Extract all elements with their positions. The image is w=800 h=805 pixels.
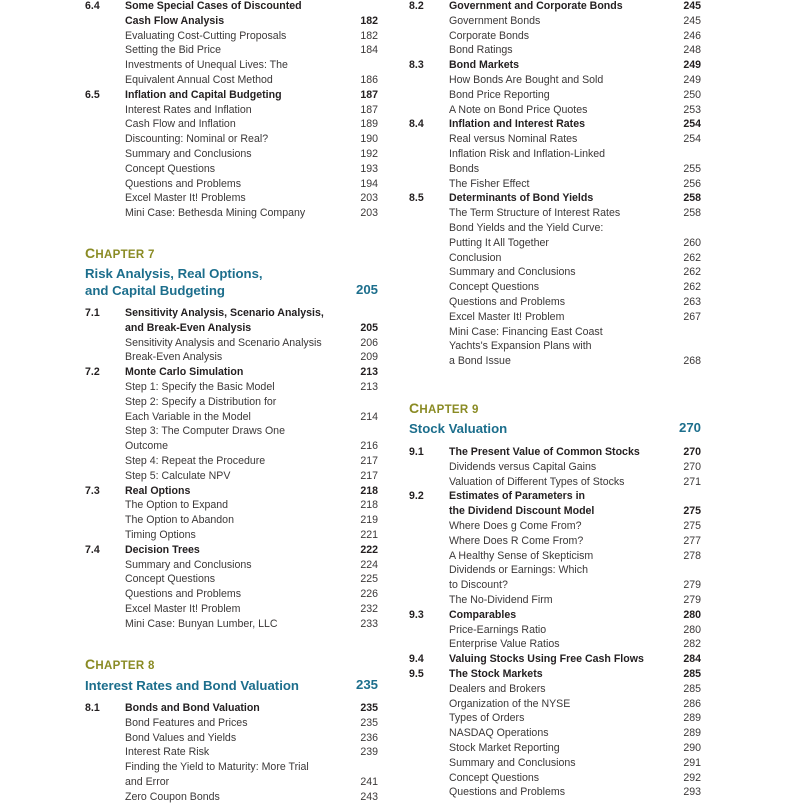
chapter-9-label: CHAPTER 9 (409, 400, 479, 416)
toc-subentry (409, 593, 701, 608)
toc-subentry (85, 454, 378, 469)
toc-page-number: 209 (360, 351, 378, 364)
toc-subentry (85, 716, 378, 731)
toc-page-number: 233 (360, 617, 378, 630)
toc-section-entry (409, 504, 701, 519)
toc-section-entry (409, 445, 701, 460)
toc-section-entry (85, 365, 378, 380)
toc-page-number: 187 (360, 88, 378, 101)
toc-entry-title: Price-Earnings Ratio (449, 623, 547, 636)
toc-entry-title: Where Does R Come From? (449, 534, 584, 547)
toc-subentry (85, 410, 378, 425)
toc-subentry (85, 439, 378, 454)
toc-page-number: 289 (683, 727, 701, 740)
toc-entry-title: Questions and Problems (125, 177, 242, 190)
toc-entry-title: Valuation of Different Types of Stocks (449, 475, 625, 488)
toc-subentry (85, 558, 378, 573)
chapter-8-label: CHAPTER 8 (85, 656, 155, 672)
toc-section-number: 9.5 (409, 667, 424, 680)
chapter-8-title: Interest Rates and Bond Valuation (85, 678, 299, 693)
toc-subentry (85, 147, 378, 162)
toc-entry-title: Estimates of Parameters in (449, 490, 586, 503)
toc-group-ch9 (409, 445, 701, 800)
toc-subentry (85, 528, 378, 543)
toc-entry-title: and Error (125, 775, 170, 788)
toc-subentry (409, 310, 701, 325)
toc-subentry (409, 578, 701, 593)
toc-page-number: 184 (360, 44, 378, 57)
toc-entry-title: Outcome (125, 440, 168, 453)
toc-entry-title: Cash Flow and Inflation (125, 118, 236, 131)
toc-page-number: 194 (360, 177, 378, 190)
toc-section-number: 9.4 (409, 653, 424, 666)
toc-page-number: 262 (683, 266, 701, 279)
toc-page-number: 245 (683, 0, 701, 12)
toc-entry-title: Summary and Conclusions (449, 756, 576, 769)
toc-group-ch8 (85, 701, 378, 805)
toc-page-number: 245 (683, 14, 701, 27)
toc-entry-title: Types of Orders (449, 712, 525, 725)
toc-subentry (85, 395, 378, 410)
toc-entry-title: Zero Coupon Bonds (125, 790, 220, 803)
toc-entry-title: Inflation and Capital Budgeting (125, 88, 282, 101)
toc-page-number: 271 (683, 475, 701, 488)
toc-subentry (409, 132, 701, 147)
toc-page-number: 222 (360, 543, 378, 556)
toc-page-number: 235 (360, 716, 378, 729)
toc-section-number: 8.5 (409, 192, 424, 205)
toc-page-number: 280 (683, 608, 701, 621)
toc-subentry (85, 602, 378, 617)
toc-section-number: 9.1 (409, 446, 424, 458)
toc-subentry (409, 785, 701, 800)
toc-subentry (409, 236, 701, 251)
toc-entry-title: Bond Yields and the Yield Curve: (449, 221, 604, 234)
toc-subentry (85, 350, 378, 365)
toc-entry-title: The Term Structure of Interest Rates (449, 207, 621, 220)
toc-page-number: 192 (360, 147, 378, 160)
chapter-7-label: CHAPTER 7 (85, 245, 155, 261)
toc-section-number: 9.2 (409, 490, 424, 503)
toc-entry-title: Interest Rates and Inflation (125, 103, 252, 116)
toc-entry-title: Step 3: The Computer Draws One (125, 425, 285, 438)
toc-entry-title: to Discount? (449, 579, 508, 592)
toc-page-number: 218 (360, 499, 378, 512)
toc-section-number: 6.5 (85, 88, 100, 101)
toc-entry-title: Cash Flow Analysis (125, 14, 225, 27)
toc-section-entry (409, 608, 701, 623)
toc-entry-title: NASDAQ Operations (449, 727, 549, 740)
toc-page-number: 186 (360, 73, 378, 86)
toc-entry-title: Monte Carlo Simulation (125, 366, 244, 379)
toc-page-number: 249 (683, 73, 701, 86)
toc-entry-title: The Option to Abandon (125, 514, 234, 527)
toc-group-ch7 (85, 306, 378, 632)
toc-subentry (85, 58, 378, 73)
toc-subentry (85, 43, 378, 58)
toc-subentry (409, 475, 701, 490)
toc-subentry (409, 221, 701, 236)
toc-page-number: 291 (683, 756, 701, 769)
toc-section-entry (85, 88, 378, 103)
toc-entry-title: Mini Case: Bunyan Lumber, LLC (125, 617, 278, 630)
toc-section-entry (85, 0, 378, 14)
toc-page-number: 250 (683, 88, 701, 101)
toc-subentry (409, 162, 701, 177)
toc-entry-title: Bond Ratings (449, 44, 513, 57)
toc-entry-title: Concept Questions (125, 162, 216, 175)
toc-page-number: 256 (683, 177, 701, 190)
toc-subentry (85, 103, 378, 118)
toc-page-number: 279 (683, 579, 701, 592)
toc-entry-title: a Bond Issue (449, 355, 511, 368)
toc-entry-title: Some Special Cases of Discounted (125, 0, 302, 12)
toc-subentry (85, 587, 378, 602)
toc-subentry (409, 682, 701, 697)
toc-entry-title: Evaluating Cost-Cutting Proposals (125, 29, 287, 42)
toc-section-entry (409, 0, 701, 14)
toc-page-number: 226 (360, 588, 378, 601)
toc-entry-title: Excel Master It! Problem (125, 602, 241, 615)
toc-page-number: 275 (683, 519, 701, 532)
toc-page-number: 270 (683, 446, 701, 458)
toc-entry-title: Putting It All Together (449, 236, 549, 249)
toc-subentry (85, 775, 378, 790)
toc-subentry (409, 147, 701, 162)
toc-entry-title: Corporate Bonds (449, 29, 530, 42)
toc-subentry (85, 745, 378, 760)
toc-entry-title: Enterprise Value Ratios (449, 638, 560, 651)
toc-entry-title: Break-Even Analysis (125, 351, 223, 364)
toc-subentry (409, 519, 701, 534)
chapter-8-page: 235 (355, 677, 378, 692)
toc-section-entry (409, 191, 701, 206)
toc-entry-title: Questions and Problems (449, 786, 566, 799)
toc-entry-title: and Break-Even Analysis (125, 321, 252, 334)
toc-entry-title: Sensitivity Analysis and Scenario Analysis (125, 336, 322, 349)
toc-subentry (409, 637, 701, 652)
toc-entry-title: Dealers and Brokers (449, 682, 546, 695)
toc-page-number: 268 (683, 355, 701, 368)
toc-page-number: 263 (683, 295, 701, 308)
toc-entry-title: Bond Price Reporting (449, 88, 550, 101)
toc-page-number: 232 (360, 602, 378, 615)
toc-page-number: 249 (683, 59, 701, 72)
toc-page-number: 235 (360, 702, 378, 714)
toc-entry-title: Government Bonds (449, 14, 541, 27)
toc-section-entry (85, 14, 378, 29)
toc-page-number: 189 (360, 118, 378, 131)
toc-subentry (409, 460, 701, 475)
toc-section-number: 7.2 (85, 366, 100, 379)
toc-page-number: 267 (683, 310, 701, 323)
toc-subentry (409, 726, 701, 741)
toc-entry-title: Dividends versus Capital Gains (449, 460, 597, 473)
toc-page-number: 255 (683, 162, 701, 175)
toc-subentry (85, 117, 378, 132)
toc-subentry (85, 760, 378, 775)
toc-entry-title: Setting the Bid Price (125, 44, 221, 57)
toc-entry-title: Interest Rate Risk (125, 746, 210, 759)
toc-page-number: 275 (683, 505, 701, 518)
toc-section-number: 7.1 (85, 307, 100, 319)
toc-subentry (85, 572, 378, 587)
toc-page-number: 217 (360, 469, 378, 482)
toc-entry-title: Yachts's Expansion Plans with (449, 340, 592, 353)
toc-entry-title: Summary and Conclusions (125, 558, 252, 571)
toc-entry-title: Excel Master It! Problems (125, 192, 246, 205)
toc-section-entry (85, 321, 378, 336)
toc-page-number: 241 (360, 775, 378, 788)
toc-entry-title: Each Variable in the Model (125, 410, 251, 423)
toc-subentry (85, 206, 378, 221)
toc-page-number: 182 (360, 14, 378, 27)
toc-page-number: 279 (683, 593, 701, 606)
toc-section-number: 7.4 (85, 543, 100, 556)
toc-section-number: 7.3 (85, 484, 100, 497)
toc-entry-title: Questions and Problems (449, 295, 566, 308)
toc-entry-title: Bond Values and Yields (125, 731, 237, 744)
toc-section-number: 8.1 (85, 702, 100, 714)
toc-page-number: 221 (360, 528, 378, 541)
toc-subentry (409, 325, 701, 340)
toc-entry-title: Bonds (449, 162, 480, 175)
toc-page-number: 190 (360, 133, 378, 146)
toc-entry-title: Real Options (125, 484, 191, 497)
toc-entry-title: Valuing Stocks Using Free Cash Flows (449, 653, 644, 666)
toc-page-number: 216 (360, 440, 378, 453)
toc-section-entry (85, 484, 378, 499)
toc-subentry (85, 162, 378, 177)
toc-subentry (85, 191, 378, 206)
toc-section-entry (409, 58, 701, 73)
toc-entry-title: Bonds and Bond Valuation (125, 702, 260, 714)
toc-subentry (85, 29, 378, 44)
toc-entry-title: Mini Case: Bethesda Mining Company (125, 207, 306, 220)
toc-group-ch8-tail (409, 0, 701, 369)
toc-page-number: 217 (360, 454, 378, 467)
toc-subentry (409, 741, 701, 756)
toc-page-number: 254 (683, 118, 701, 131)
toc-entry-title: Summary and Conclusions (449, 266, 576, 279)
toc-entry-title: Organization of the NYSE (449, 697, 571, 710)
toc-page-number: 270 (683, 460, 701, 473)
toc-entry-title: Finding the Yield to Maturity: More Trial (125, 761, 309, 774)
toc-page-number: 262 (683, 281, 701, 294)
toc-entry-title: Step 5: Calculate NPV (125, 469, 231, 482)
toc-entry-title: Sensitivity Analysis, Scenario Analysis, (125, 307, 324, 319)
toc-entry-title: Bond Markets (449, 59, 520, 72)
toc-subentry (409, 88, 701, 103)
toc-page-number: 239 (360, 746, 378, 759)
toc-page-number: 182 (360, 29, 378, 42)
toc-subentry (409, 295, 701, 310)
toc-page-number: 214 (360, 410, 378, 423)
toc-subentry (409, 697, 701, 712)
toc-subentry (409, 623, 701, 638)
toc-entry-title: Comparables (449, 608, 517, 621)
toc-page-number: 278 (683, 549, 701, 562)
toc-subentry (85, 132, 378, 147)
toc-entry-title: Concept Questions (125, 573, 216, 586)
toc-subentry (409, 563, 701, 578)
toc-page-number: 258 (683, 207, 701, 220)
toc-section-number: 9.3 (409, 608, 424, 621)
toc-page-number: 193 (360, 162, 378, 175)
toc-entry-title: Investments of Unequal Lives: The (125, 59, 288, 72)
toc-subentry (409, 73, 701, 88)
toc-entry-title: Bond Features and Prices (125, 716, 248, 729)
toc-subentry (409, 43, 701, 58)
toc-section-entry (85, 306, 378, 321)
toc-section-entry (409, 117, 701, 132)
toc-subentry (85, 731, 378, 746)
toc-entry-title: Determinants of Bond Yields (449, 192, 594, 205)
toc-subentry (409, 280, 701, 295)
toc-entry-title: Where Does g Come From? (449, 519, 582, 532)
toc-entry-title: Government and Corporate Bonds (449, 0, 623, 12)
toc-page-number: 248 (683, 44, 701, 57)
toc-entry-title: Stock Market Reporting (449, 741, 560, 754)
toc-section-number: 8.3 (409, 59, 424, 72)
toc-entry-title: Concept Questions (449, 771, 540, 784)
toc-subentry (409, 177, 701, 192)
toc-entry-title: The No-Dividend Firm (449, 593, 553, 606)
toc-page-number: 187 (360, 103, 378, 116)
toc-section-entry (409, 667, 701, 682)
toc-section-entry (409, 652, 701, 667)
toc-entry-title: Inflation and Interest Rates (449, 118, 585, 131)
chapter-9-page: 270 (678, 420, 701, 435)
toc-page-number: 218 (360, 484, 378, 497)
toc-entry-title: Concept Questions (449, 281, 540, 294)
toc-entry-title: Step 1: Specify the Basic Model (125, 380, 275, 393)
toc-page-number: 286 (683, 697, 701, 710)
toc-page-number: 224 (360, 558, 378, 571)
toc-subentry (409, 756, 701, 771)
toc-subentry (409, 251, 701, 266)
toc-subentry (409, 711, 701, 726)
toc-page-number: 258 (683, 192, 701, 205)
toc-page-number: 246 (683, 29, 701, 42)
toc-subentry (409, 265, 701, 280)
toc-section-number: 6.4 (85, 0, 100, 12)
toc-entry-title: Questions and Problems (125, 588, 242, 601)
toc-page-number: 219 (360, 514, 378, 527)
toc-entry-title: A Healthy Sense of Skepticism (449, 549, 594, 562)
toc-subentry (409, 549, 701, 564)
toc-entry-title: The Option to Expand (125, 499, 229, 512)
toc-subentry (85, 424, 378, 439)
toc-entry-title: How Bonds Are Bought and Sold (449, 73, 604, 86)
toc-page-number: 282 (683, 638, 701, 651)
toc-page-number: 284 (683, 653, 701, 666)
toc-page-number: 225 (360, 573, 378, 586)
toc-entry-title: the Dividend Discount Model (449, 505, 595, 518)
toc-page-number: 285 (683, 667, 701, 680)
toc-page-number: 253 (683, 103, 701, 116)
toc-entry-title: Conclusion (449, 251, 502, 264)
toc-page-number: 262 (683, 251, 701, 264)
toc-entry-title: Step 4: Repeat the Procedure (125, 454, 266, 467)
toc-page-number: 277 (683, 534, 701, 547)
toc-subentry (409, 29, 701, 44)
toc-entry-title: A Note on Bond Price Quotes (449, 103, 588, 116)
toc-entry-title: Decision Trees (125, 543, 200, 556)
toc-subentry (85, 336, 378, 351)
toc-page-number: 206 (360, 336, 378, 349)
toc-page-number: 205 (360, 321, 378, 334)
toc-entry-title: Discounting: Nominal or Real? (125, 133, 269, 146)
toc-page-number: 243 (360, 790, 378, 803)
toc-section-entry (85, 701, 378, 716)
toc-page-number: 285 (683, 682, 701, 695)
toc-entry-title: Summary and Conclusions (125, 147, 252, 160)
toc-entry-title: The Fisher Effect (449, 177, 530, 190)
toc-subentry (85, 617, 378, 632)
toc-page-number: 203 (360, 207, 378, 220)
toc-subentry (85, 469, 378, 484)
toc-subentry (409, 206, 701, 221)
toc-section-entry (85, 543, 378, 558)
toc-group-ch6-tail (85, 0, 378, 221)
toc-subentry (85, 513, 378, 528)
toc-subentry (409, 354, 701, 369)
toc-subentry (409, 339, 701, 354)
toc-entry-title: Dividends or Earnings: Which (449, 564, 588, 577)
toc-subentry (409, 534, 701, 549)
toc-page-number: 290 (683, 741, 701, 754)
toc-entry-title: Excel Master It! Problem (449, 310, 565, 323)
chapter-9-title: Stock Valuation (409, 421, 508, 436)
toc-section-number: 8.4 (409, 118, 424, 131)
toc-page-number: 254 (683, 133, 701, 146)
toc-subentry (409, 103, 701, 118)
toc-page-number: 292 (683, 771, 701, 784)
toc-entry-title: Step 2: Specify a Distribution for (125, 395, 277, 408)
toc-entry-title: Equivalent Annual Cost Method (125, 73, 273, 86)
toc-page-number: 280 (683, 623, 701, 636)
toc-section-entry (409, 489, 701, 504)
chapter-7-title: Risk Analysis, Real Options, and Capital Budgeting (85, 266, 263, 298)
toc-page-number: 293 (683, 786, 701, 799)
toc-page-number: 203 (360, 192, 378, 205)
toc-subentry (85, 790, 378, 805)
toc-page-number: 289 (683, 712, 701, 725)
toc-page-number: 213 (360, 366, 378, 379)
toc-entry-title: The Stock Markets (449, 667, 543, 680)
toc-subentry (85, 380, 378, 395)
toc-entry-title: Mini Case: Financing East Coast (449, 325, 603, 338)
toc-subentry (409, 771, 701, 786)
toc-subentry (85, 177, 378, 192)
toc-subentry (409, 14, 701, 29)
toc-entry-title: Real versus Nominal Rates (449, 133, 578, 146)
toc-page-number: 213 (360, 380, 378, 393)
toc-entry-title: Inflation Risk and Inflation-Linked (449, 147, 606, 160)
toc-entry-title: The Present Value of Common Stocks (449, 446, 640, 458)
toc-page-number: 236 (360, 731, 378, 744)
toc-subentry (85, 73, 378, 88)
chapter-7-page: 205 (355, 282, 378, 297)
toc-page-number: 260 (683, 236, 701, 249)
toc-entry-title: Timing Options (125, 528, 196, 541)
toc-subentry (85, 498, 378, 513)
toc-section-number: 8.2 (409, 0, 424, 12)
